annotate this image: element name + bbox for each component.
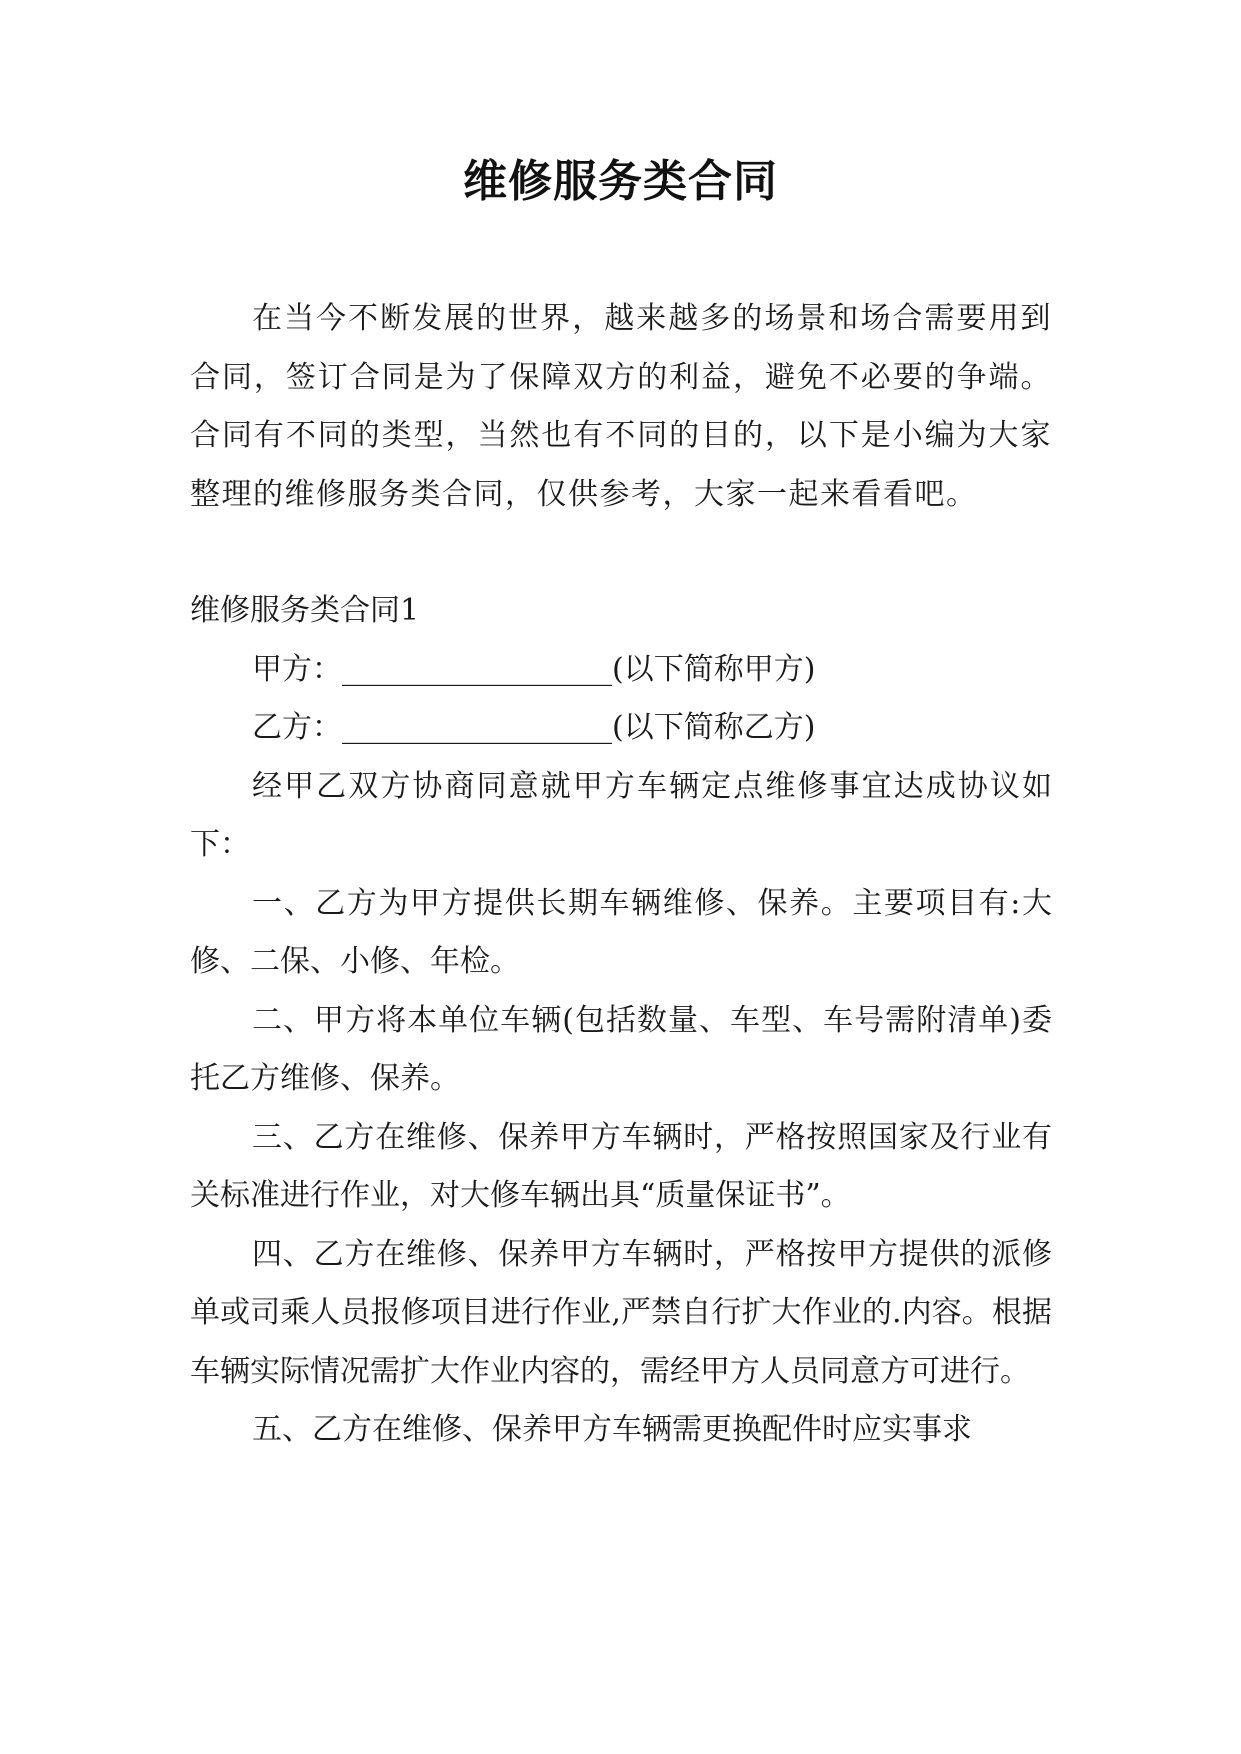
document-title: 维修服务类合同 <box>463 156 778 207</box>
clause-4: 四、乙方在维修、保养甲方车辆时，严格按甲方提供的派修单或司乘人员报修项目进行作业,严禁自行扩大作业的.内容。根据车辆实际情况需扩大作业内容的，需经甲方人员同意方可进行。 <box>190 1236 1052 1389</box>
clause-1: 一、乙方为甲方提供长期车辆维修、保养。主要项目有:大修、二保、小修、年检。 <box>190 885 1052 979</box>
party-b-line: 乙方：__________________(以下简称乙方) <box>252 710 816 745</box>
party-a-line: 甲方：__________________(以下简称甲方) <box>252 651 816 687</box>
clause-2: 二、甲方将本单位车辆(包括数量、车型、车号需附清单)委托乙方维修、保养。 <box>190 1002 1052 1096</box>
preamble-paragraph: 经甲乙双方协商同意就甲方车辆定点维修事宜达成协议如下： <box>190 768 1052 862</box>
document-body <box>190 290 1052 1460</box>
intro-paragraph: 在当今不断发展的世界，越来越多的场景和场合需要用到合同，签订合同是为了保障双方的利益，避免不必要的争端。合同有不同的类型，当然也有不同的目的，以下是小编为大家整理的维修服务类合同，仅供参考，大家一起来看看吧。 <box>190 301 1052 512</box>
clause-3: 三、乙方在维修、保养甲方车辆时，严格按照国家及行业有关标准进行作业，对大修车辆出具“质量保证书”。 <box>190 1119 1052 1213</box>
clause-5: 五、乙方在维修、保养甲方车辆需更换配件时应实事求 <box>252 1412 972 1447</box>
section-heading: 维修服务类合同1 <box>190 593 420 628</box>
